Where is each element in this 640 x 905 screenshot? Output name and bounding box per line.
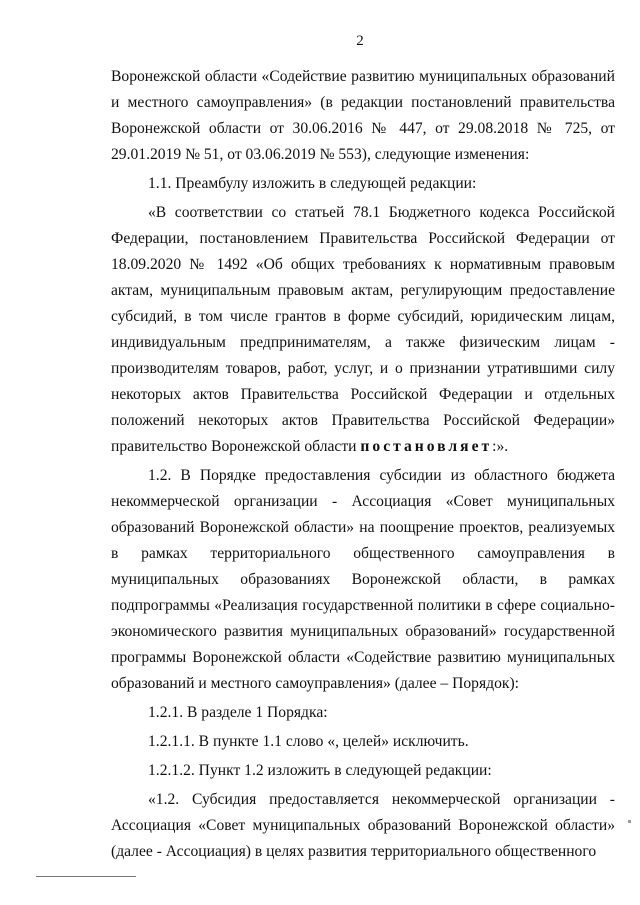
- footer-rule: [36, 876, 136, 877]
- paragraph-item-1-1: 1.1. Преамбулу изложить в следующей редакции:: [148, 175, 477, 192]
- paragraph-item-1-2-1-1: 1.2.1.1. В пункте 1.1 слово «, целей» исключить.: [148, 733, 469, 750]
- paragraph-item-1-2-1: 1.2.1. В разделе 1 Порядка:: [148, 704, 328, 721]
- scan-mark: [628, 820, 631, 823]
- preamble-ending: :».: [492, 438, 509, 455]
- paragraph-subsidy: «1.2. Субсидия предоставляется некоммерческой организации - Ассоциация «Совет муниципальных образований Воронежской области» (далее - Ассоциация) в целях развития территориального общественного: [111, 791, 615, 860]
- paragraph-item-1-2: 1.2. В Порядке предоставления субсидии из областного бюджета некоммерческой организации - Ассоциация «Совет муниципальных образований Воронежской области» на поощрение проектов, реализуемых в рамках территориального общественного самоуправления в муниципальных образованиях Воронежской области, в рамках подпрограммы «Реализация государственной политики в сфере социально-экономического развития муниципальных образований» государственной программы Воронежской области «Содействие развитию муниципальных образований и местного самоуправления» (далее – Порядок):: [111, 467, 615, 692]
- paragraph-preamble: [111, 200, 615, 460]
- paragraph-item-1-2-1-2: 1.2.1.2. Пункт 1.2 изложить в следующей редакции:: [148, 762, 492, 779]
- preamble-text: «В соответствии со статьей 78.1 Бюджетного кодекса Российской Федерации, постановлением Правительства Российской Федерации от 18.09.2020 № 1492 «Об общих требованиях к нормативным правовым актам, муниципальным правовым актам, регулирующим предоставление субсидий, в том числе грантов в форме субсидий, юридическим лицам, индивидуальным предпринимателям, а также физическим лицам - производителям товаров, работ, услуг, и о признании утратившими силу некоторых актов Правительства Российской Федерации и отдельных положений некоторых актов Правительства Российской Федерации» правительство Воронежской области: [111, 204, 615, 455]
- preamble-emphasis: постановляет: [360, 438, 493, 455]
- document-body: [111, 64, 615, 865]
- paragraph-intro: Воронежской области «Содействие развитию муниципальных образований и местного самоуправления» (в редакции постановлений правительства Воронежской области от 30.06.2016 № 447, от 29.08.2018 № 725, от 29.01.2019 № 51, от 03.06.2019 № 553), следующие изменения:: [111, 68, 615, 163]
- page-number: 2: [356, 33, 364, 49]
